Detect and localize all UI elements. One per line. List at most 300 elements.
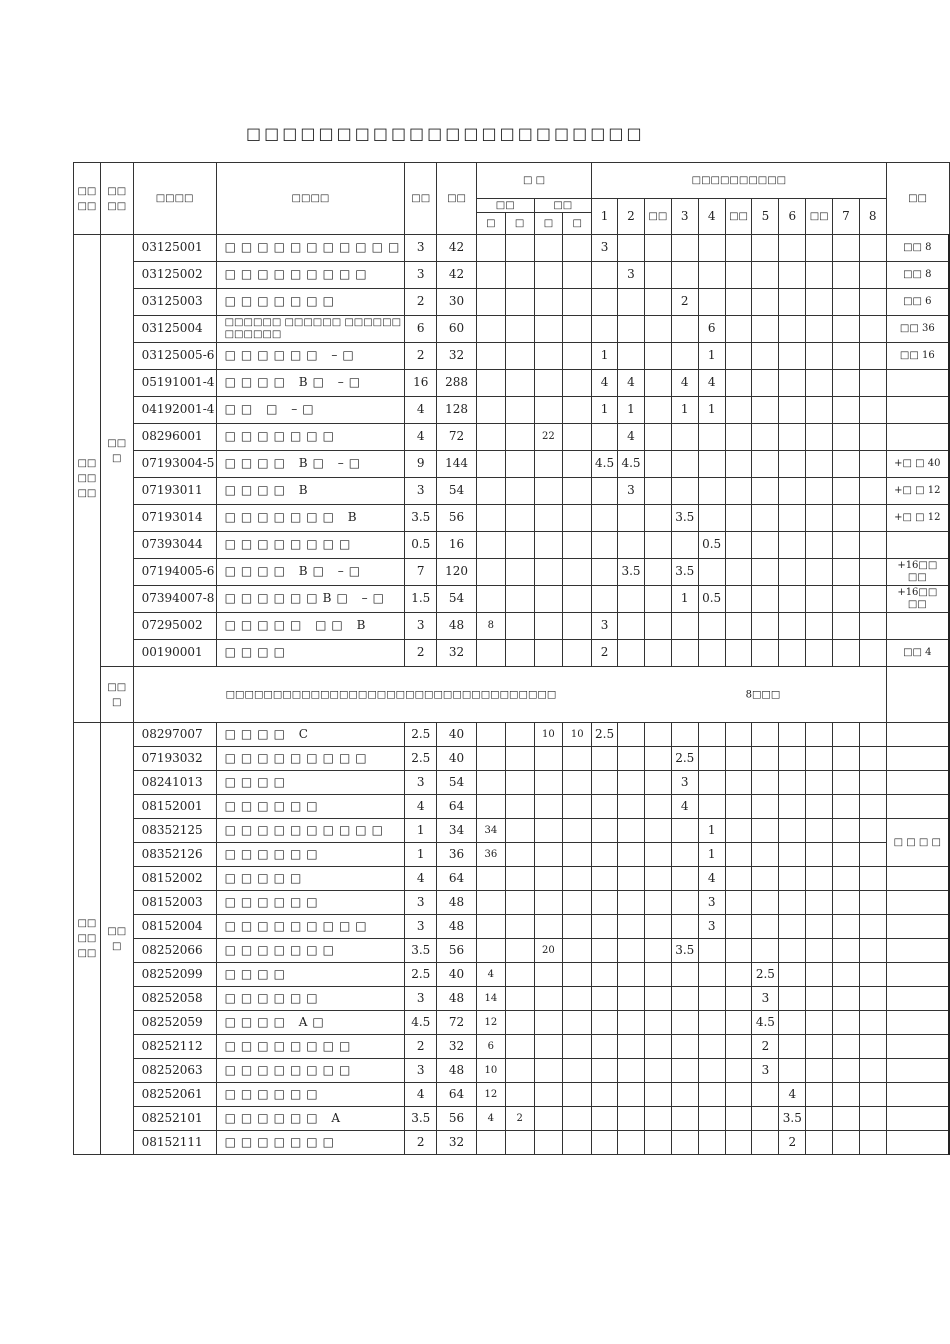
remark-cell: +□ □ 12	[886, 478, 949, 505]
term-cell	[752, 316, 779, 343]
hour-breakdown-cell	[476, 316, 505, 343]
term-cell	[725, 289, 752, 316]
hour-breakdown-cell	[534, 795, 563, 819]
hour-breakdown-cell	[563, 867, 592, 891]
term-cell	[725, 640, 752, 667]
course-credit: 3	[405, 478, 437, 505]
term-cell: 2.5	[671, 747, 698, 771]
shared-remark: □ □ □ □	[886, 819, 949, 867]
hour-breakdown-cell	[505, 1035, 534, 1059]
remark-cell: □□ 6	[886, 289, 949, 316]
term-cell	[644, 370, 671, 397]
remark-cell: □□ 8	[886, 262, 949, 289]
term-cell	[698, 963, 725, 987]
term-cell	[833, 891, 860, 915]
header-term-short-2: □□	[725, 199, 752, 235]
term-cell	[592, 559, 618, 586]
course-hours: 120	[437, 559, 477, 586]
term-cell	[752, 451, 779, 478]
term-cell	[725, 370, 752, 397]
term-cell	[859, 478, 886, 505]
table-row	[74, 424, 950, 451]
term-cell	[618, 343, 645, 370]
term-cell	[752, 891, 779, 915]
term-cell	[833, 939, 860, 963]
course-code: 03125001	[133, 235, 216, 262]
term-cell	[592, 939, 618, 963]
course-credit: 4.5	[405, 1011, 437, 1035]
term-cell	[859, 424, 886, 451]
course-name: □□□□□□□□□	[216, 262, 405, 289]
term-cell	[859, 891, 886, 915]
term-cell	[833, 1083, 860, 1107]
term-cell	[779, 819, 806, 843]
term-cell	[833, 235, 860, 262]
hour-breakdown-cell	[505, 370, 534, 397]
term-cell	[833, 1059, 860, 1083]
term-cell	[592, 262, 618, 289]
term-cell	[618, 867, 645, 891]
term-cell	[833, 640, 860, 667]
table-row	[74, 370, 950, 397]
term-cell	[644, 262, 671, 289]
course-hours: 48	[437, 891, 477, 915]
course-name: □□□□□□□□	[216, 532, 405, 559]
term-cell	[644, 867, 671, 891]
term-cell	[806, 478, 833, 505]
term-cell	[644, 397, 671, 424]
course-code: 03125003	[133, 289, 216, 316]
term-cell	[671, 915, 698, 939]
course-name: □□□□□□	[216, 843, 405, 867]
table-row	[74, 451, 950, 478]
course-name: □□□□□□□	[216, 289, 405, 316]
remark-cell	[886, 867, 949, 891]
hour-breakdown-cell	[563, 235, 592, 262]
hour-breakdown-cell	[563, 747, 592, 771]
term-cell	[779, 640, 806, 667]
term-cell	[725, 451, 752, 478]
hour-breakdown-cell	[476, 559, 505, 586]
course-code: 08252066	[133, 939, 216, 963]
term-cell	[725, 235, 752, 262]
term-cell	[752, 370, 779, 397]
term-cell	[671, 987, 698, 1011]
term-cell	[779, 843, 806, 867]
term-cell	[859, 559, 886, 586]
term-cell	[859, 987, 886, 1011]
term-cell	[779, 867, 806, 891]
table-row	[74, 867, 950, 891]
hour-breakdown-cell	[505, 747, 534, 771]
course-hours: 32	[437, 640, 477, 667]
course-code: 00190001	[133, 640, 216, 667]
term-cell	[698, 723, 725, 747]
course-hours: 64	[437, 867, 477, 891]
term-cell	[779, 747, 806, 771]
term-cell	[779, 559, 806, 586]
header-hour-breakdown: □ □	[476, 163, 591, 199]
term-cell	[671, 424, 698, 451]
hour-breakdown-cell	[534, 867, 563, 891]
term-cell: 1	[592, 343, 618, 370]
course-code: 07193032	[133, 747, 216, 771]
term-cell	[725, 771, 752, 795]
table-row	[74, 747, 950, 771]
hour-breakdown-cell	[505, 987, 534, 1011]
header-course-name: □□□□	[216, 163, 405, 235]
term-cell	[698, 478, 725, 505]
hour-breakdown-cell	[476, 505, 505, 532]
term-cell: 3.5	[618, 559, 645, 586]
term-cell	[671, 262, 698, 289]
header-leaf-3: □	[534, 213, 563, 235]
hour-breakdown-cell	[534, 1011, 563, 1035]
term-cell	[592, 867, 618, 891]
term-cell	[618, 532, 645, 559]
term-cell	[779, 939, 806, 963]
term-cell	[698, 262, 725, 289]
course-name: □□□□ A□	[216, 1011, 405, 1035]
term-cell	[725, 1011, 752, 1035]
term-cell	[725, 891, 752, 915]
course-name: □□□□□□ A	[216, 1107, 405, 1131]
term-cell	[806, 1083, 833, 1107]
term-cell	[859, 370, 886, 397]
term-cell	[618, 747, 645, 771]
hour-breakdown-cell	[505, 586, 534, 613]
term-cell	[859, 289, 886, 316]
hour-breakdown-cell	[476, 370, 505, 397]
term-cell	[725, 397, 752, 424]
term-cell	[752, 939, 779, 963]
term-cell	[806, 532, 833, 559]
hour-breakdown-cell	[534, 289, 563, 316]
remark-cell	[886, 397, 949, 424]
term-cell	[618, 316, 645, 343]
term-cell: 1	[592, 397, 618, 424]
term-cell	[859, 586, 886, 613]
hour-breakdown-cell	[563, 963, 592, 987]
remark-cell: +16□□ □□	[886, 586, 949, 613]
term-cell	[618, 843, 645, 867]
hour-breakdown-cell: 10	[534, 723, 563, 747]
term-cell	[592, 843, 618, 867]
header-term-7: 7	[833, 199, 860, 235]
hour-breakdown-cell	[476, 424, 505, 451]
course-hours: 54	[437, 586, 477, 613]
hour-breakdown-cell	[563, 640, 592, 667]
hour-breakdown-cell	[476, 343, 505, 370]
term-cell	[725, 505, 752, 532]
term-cell	[833, 1011, 860, 1035]
term-cell	[752, 397, 779, 424]
term-cell	[833, 747, 860, 771]
term-cell: 3	[698, 915, 725, 939]
course-code: 07394007-8	[133, 586, 216, 613]
section-type-label: □□□	[100, 723, 133, 1155]
course-code: 03125002	[133, 262, 216, 289]
course-hours: 48	[437, 613, 477, 640]
header-term-distribution: □□□□□□□□□□	[592, 163, 887, 199]
term-cell	[779, 1059, 806, 1083]
hour-breakdown-cell	[505, 1011, 534, 1035]
hour-breakdown-cell	[534, 370, 563, 397]
term-cell	[725, 843, 752, 867]
term-cell	[592, 963, 618, 987]
header-term-2: 2	[618, 199, 645, 235]
course-credit: 3	[405, 613, 437, 640]
course-credit: 0.5	[405, 532, 437, 559]
term-cell	[618, 963, 645, 987]
term-cell	[833, 963, 860, 987]
table-row	[74, 915, 950, 939]
term-cell: 2.5	[592, 723, 618, 747]
term-cell	[725, 1059, 752, 1083]
table-row	[74, 795, 950, 819]
course-name: □□□□ B□ –□	[216, 559, 405, 586]
hour-breakdown-cell	[534, 843, 563, 867]
term-cell	[806, 397, 833, 424]
term-cell: 4	[779, 1083, 806, 1107]
remark-cell	[886, 987, 949, 1011]
term-cell	[752, 795, 779, 819]
course-code: 08152003	[133, 891, 216, 915]
hour-breakdown-cell	[563, 343, 592, 370]
term-cell: 4.5	[752, 1011, 779, 1035]
term-cell	[725, 1107, 752, 1131]
remark-cell: +□ □ 12	[886, 505, 949, 532]
hour-breakdown-cell	[476, 586, 505, 613]
remark-cell	[886, 771, 949, 795]
header-term-6: 6	[779, 199, 806, 235]
term-cell: 3	[592, 613, 618, 640]
term-cell	[592, 586, 618, 613]
course-name: □□□□□□	[216, 987, 405, 1011]
hour-breakdown-cell	[534, 478, 563, 505]
term-cell	[806, 963, 833, 987]
course-code: 07193004-5	[133, 451, 216, 478]
term-cell	[644, 963, 671, 987]
course-name: □□□□□□□ B	[216, 505, 405, 532]
term-cell	[592, 1107, 618, 1131]
header-sub1: □□	[476, 199, 534, 213]
hour-breakdown-cell	[534, 316, 563, 343]
course-code: 08252101	[133, 1107, 216, 1131]
hour-breakdown-cell	[505, 478, 534, 505]
course-name: □□□□ B	[216, 478, 405, 505]
hour-breakdown-cell	[534, 559, 563, 586]
hour-breakdown-cell	[563, 478, 592, 505]
term-cell	[671, 963, 698, 987]
term-cell	[859, 640, 886, 667]
term-cell	[806, 613, 833, 640]
term-cell	[833, 819, 860, 843]
course-code: 08241013	[133, 771, 216, 795]
term-cell	[779, 613, 806, 640]
table-row	[74, 262, 950, 289]
term-cell	[806, 289, 833, 316]
hour-breakdown-cell	[505, 397, 534, 424]
term-cell	[806, 1011, 833, 1035]
course-credit: 2	[405, 1035, 437, 1059]
term-cell	[833, 915, 860, 939]
hour-breakdown-cell	[505, 771, 534, 795]
term-cell	[806, 987, 833, 1011]
course-code: 08352125	[133, 819, 216, 843]
table-row	[74, 505, 950, 532]
term-cell	[698, 1083, 725, 1107]
term-cell	[833, 505, 860, 532]
term-cell: 3.5	[671, 505, 698, 532]
header-leaf-4: □	[563, 213, 592, 235]
term-cell	[806, 505, 833, 532]
hour-breakdown-cell	[563, 424, 592, 451]
term-cell	[725, 795, 752, 819]
hour-breakdown-cell	[563, 289, 592, 316]
hour-breakdown-cell	[534, 532, 563, 559]
term-cell: 4	[592, 370, 618, 397]
course-code: 08296001	[133, 424, 216, 451]
remark-cell	[886, 1107, 949, 1131]
term-cell	[725, 478, 752, 505]
hour-breakdown-cell	[563, 586, 592, 613]
table-row	[74, 843, 950, 867]
hour-breakdown-cell	[476, 723, 505, 747]
hour-breakdown-cell	[563, 915, 592, 939]
hour-breakdown-cell	[563, 370, 592, 397]
course-name: □□□□□	[216, 867, 405, 891]
term-cell	[806, 747, 833, 771]
hour-breakdown-cell	[563, 795, 592, 819]
header-term-8: 8	[859, 199, 886, 235]
term-cell	[859, 532, 886, 559]
term-cell	[779, 915, 806, 939]
header-sub2: □□	[534, 199, 592, 213]
header-remark: □□	[886, 163, 949, 235]
hour-breakdown-cell	[505, 963, 534, 987]
term-cell	[618, 505, 645, 532]
term-cell	[592, 532, 618, 559]
term-cell	[725, 559, 752, 586]
hour-breakdown-cell	[534, 747, 563, 771]
hour-breakdown-cell	[505, 451, 534, 478]
term-cell	[644, 343, 671, 370]
term-cell	[752, 747, 779, 771]
term-cell: 4	[671, 795, 698, 819]
term-cell	[859, 343, 886, 370]
term-cell	[618, 1083, 645, 1107]
course-hours: 72	[437, 1011, 477, 1035]
term-cell	[644, 723, 671, 747]
term-cell	[859, 1035, 886, 1059]
hour-breakdown-cell	[476, 397, 505, 424]
term-cell	[644, 478, 671, 505]
term-cell	[806, 939, 833, 963]
term-cell	[752, 819, 779, 843]
remark-cell	[886, 424, 949, 451]
term-cell	[833, 532, 860, 559]
term-cell	[644, 316, 671, 343]
term-cell: 3	[752, 1059, 779, 1083]
course-name: □□□□□□	[216, 891, 405, 915]
course-hours: 54	[437, 771, 477, 795]
term-cell	[671, 867, 698, 891]
hour-breakdown-cell	[505, 559, 534, 586]
term-cell	[806, 891, 833, 915]
course-code: 08252063	[133, 1059, 216, 1083]
course-name: □□□□□□□	[216, 424, 405, 451]
course-credit: 4	[405, 1083, 437, 1107]
remark-cell	[886, 370, 949, 397]
term-cell	[725, 586, 752, 613]
course-name: □□□□□□□□□□□	[216, 235, 405, 262]
course-credit: 2	[405, 343, 437, 370]
hour-breakdown-cell	[563, 613, 592, 640]
course-credit: 4	[405, 867, 437, 891]
hour-breakdown-cell	[505, 235, 534, 262]
course-hours: 32	[437, 343, 477, 370]
term-cell	[859, 1059, 886, 1083]
term-cell	[806, 915, 833, 939]
hour-breakdown-cell: 36	[476, 843, 505, 867]
table-row	[74, 613, 950, 640]
term-cell	[592, 987, 618, 1011]
term-cell	[806, 1131, 833, 1155]
course-name: □□□□□□ □□□□□□ □□□□□□ □□□□□□	[216, 316, 405, 343]
term-cell	[592, 1011, 618, 1035]
hour-breakdown-cell	[476, 747, 505, 771]
term-cell: 3	[698, 891, 725, 915]
term-cell	[779, 963, 806, 987]
term-cell	[618, 1059, 645, 1083]
term-cell	[752, 289, 779, 316]
term-cell	[671, 1131, 698, 1155]
hour-breakdown-cell: 6	[476, 1035, 505, 1059]
remark-cell	[886, 1131, 949, 1155]
term-cell	[644, 640, 671, 667]
course-hours: 48	[437, 1059, 477, 1083]
course-credit: 3.5	[405, 939, 437, 963]
course-hours: 128	[437, 397, 477, 424]
summary-text: □□□□□□□□□□□□□□□□□□□□□□□□□□□□□□□□□□□	[225, 688, 557, 700]
term-cell: 4	[618, 370, 645, 397]
course-name: □□□□□□	[216, 1083, 405, 1107]
term-cell	[725, 987, 752, 1011]
term-cell	[618, 1035, 645, 1059]
term-cell	[859, 262, 886, 289]
term-cell	[806, 424, 833, 451]
term-cell	[592, 771, 618, 795]
term-cell: 3	[752, 987, 779, 1011]
term-cell	[833, 1035, 860, 1059]
hour-breakdown-cell: 20	[534, 939, 563, 963]
term-cell	[859, 843, 886, 867]
term-cell	[779, 289, 806, 316]
hour-breakdown-cell	[476, 795, 505, 819]
course-hours: 64	[437, 795, 477, 819]
term-cell	[644, 819, 671, 843]
hour-breakdown-cell	[476, 235, 505, 262]
course-hours: 42	[437, 235, 477, 262]
term-cell	[698, 235, 725, 262]
term-cell	[725, 1083, 752, 1107]
remark-cell	[886, 963, 949, 987]
course-hours: 48	[437, 987, 477, 1011]
term-cell: 2	[592, 640, 618, 667]
hour-breakdown-cell	[563, 1059, 592, 1083]
course-name: □□□□□□	[216, 795, 405, 819]
